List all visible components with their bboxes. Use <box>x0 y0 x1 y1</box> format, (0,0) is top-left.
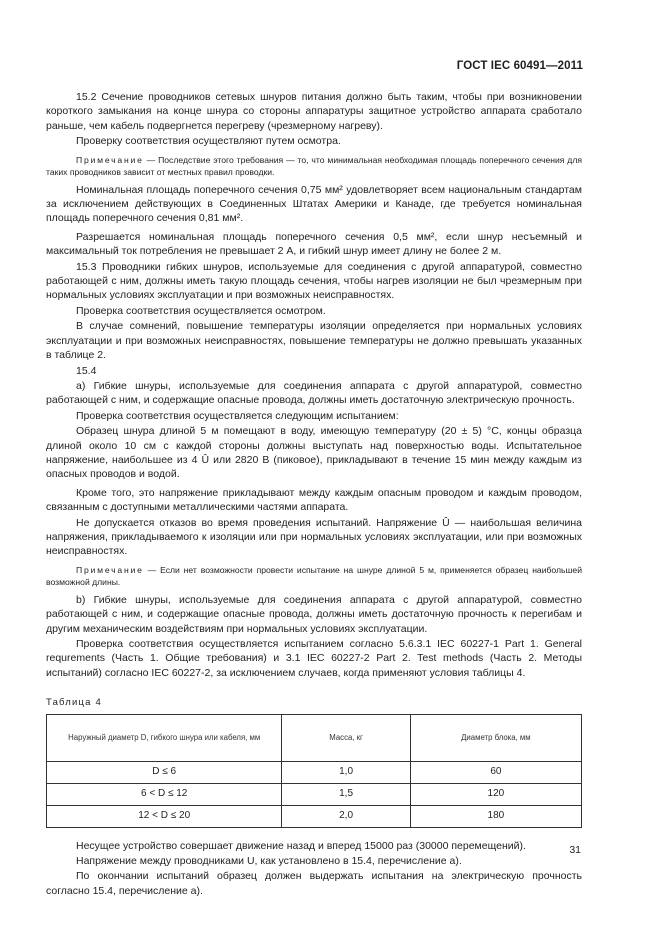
paragraph: 15.2 Сечение проводников сетевых шнуров питания должно быть таким, чтобы при возникновении короткого замыкания на конце шнура со стороны аппаратуры защитное устройство аппарата сработало раньше, чем кабель подвергнется перегреву (чрезмерному нагреву). <box>46 91 582 132</box>
table-header-row <box>47 714 582 761</box>
table-cell: 6 < D ≤ 12 <box>47 783 282 805</box>
main-content <box>46 90 582 899</box>
note <box>46 564 582 588</box>
table-cell: D ≤ 6 <box>47 761 282 783</box>
note-label: Примечание <box>76 154 144 165</box>
table-row <box>47 805 582 827</box>
paragraph: 15.3 Проводники гибких шнуров, используемые для соединения с другой аппаратурой, совместно работающей с ним, должны иметь такую площадь сечения, чтобы нагрев изоляции не был чрезмерным при нормальных условиях эксплуатации и при возможных неисправностях. <box>46 260 582 302</box>
table-title: Таблица 4 <box>46 697 102 709</box>
note <box>46 154 582 178</box>
paragraph: Номинальная площадь поперечного сечения 0,75 мм² удовлетворяет всем национальным стандартам за исключением действующих в Соединенных Штатах Америки и Канаде, где требуется номинальная площадь поперечного сечения 0,81 мм². <box>46 183 582 225</box>
paragraph: 15.4 <box>76 364 97 377</box>
table-cell: 120 <box>410 783 581 805</box>
paragraph: Несущее устройство совершает движение назад и вперед 15000 раз (30000 перемещений). <box>76 839 526 852</box>
document-code-header: ГОСТ IEC 60491—2011 <box>456 60 583 72</box>
table-cell: 2,0 <box>282 805 410 827</box>
table-cell: 12 < D ≤ 20 <box>47 805 282 827</box>
paragraph: Проверку соответствия осуществляют путем осмотра. <box>76 135 341 148</box>
paragraph: b) Гибкие шнуры, используемые для соединения аппарата с другой аппаратурой, совместно работающей с ним, и содержащие опасные провода, должны иметь достаточную прочность к перегибам и другим механическим воздействиям при нормальных условиях эксплуатации. <box>46 593 582 635</box>
table-row <box>47 783 582 805</box>
paragraph: Кроме того, это напряжение прикладывают между каждым опасным проводом и каждым проводом, связанным с доступными металлическими частями аппарата. <box>46 486 582 514</box>
paragraph: Образец шнура длиной 5 м помещают в воду, имеющую температуру (20 ± 5) °С, концы образца длиной около 10 см с каждой стороны должны выступать над поверхностью воды. Испытательное напряжение, наибольшее из 4 Û или 2820 В (пиковое), прикладывают в течение 15 мин между каждым из опасных проводов и водой. <box>46 425 582 481</box>
paragraph: По окончании испытаний образец должен выдержать испытания на электрическую прочность согласно 15.4, перечисление а). <box>46 870 582 897</box>
paragraph: Разрешается номинальная площадь поперечного сечения 0,5 мм², если шнур несъемный и максимальный ток потребления не превышает 2 А, и гибкий шнур имеет длину не более 2 м. <box>46 230 582 258</box>
paragraph: В случае сомнений, повышение температуры изоляции определяется при нормальных условиях эксплуатации и при возможных неисправностях, повышение температуры не должно превышать указанных в таблице 2. <box>46 320 582 362</box>
data-table <box>46 714 582 828</box>
table-cell: 1,5 <box>282 783 410 805</box>
paragraph: a) Гибкие шнуры, используемые для соединения аппарата с другой аппаратурой, совместно работающей с ним, и содержащие опасные провода, должны иметь достаточную электрическую прочность. <box>46 379 582 407</box>
table-header-cell: Масса, кг <box>282 714 410 761</box>
table-cell: 60 <box>410 761 581 783</box>
paragraph: Проверка соответствия осуществляется следующим испытанием: <box>76 409 399 422</box>
table-row <box>47 761 582 783</box>
paragraph: Проверка соответствия осуществляется осмотром. <box>76 304 326 317</box>
note-text: — Последствие этого требования — то, что минимальная необходимая площадь поперечного сечения для таких проводников зависит от местных правил проводки. <box>46 154 582 177</box>
table-cell: 180 <box>410 805 581 827</box>
note-label: Примечание <box>76 564 144 575</box>
table-header-cell: Диаметр блока, мм <box>410 714 581 761</box>
table-cell: 1,0 <box>282 761 410 783</box>
table-header-cell: Наружный диаметр D, гибкого шнура или кабеля, мм <box>47 714 282 761</box>
note-text: — Если нет возможности провести испытание на шнуре длиной 5 м, применяется образец наибольшей возможной длины. <box>46 564 582 587</box>
page-number: 31 <box>569 844 581 856</box>
paragraph: Напряжение между проводниками U, как установлено в 15.4, перечисление а). <box>76 855 462 868</box>
paragraph: Не допускается отказов во время проведения испытаний. Напряжение Û — наибольшая величина напряжения, прикладываемого к изоляции или при нормальных условиях эксплуатации, или при возможных неисправностях. <box>46 516 582 558</box>
paragraph: Проверка соответствия осуществляется испытанием согласно 5.6.3.1 IEC 60227-1 Part 1. General requrements (Часть 1. Общие требования) и 3.1 IEC 60227-2 Part 2. Test methods (Часть 2. Методы испытаний) согласно IEC 60227-2, за исключением случаев, когда применяют условия таблицы 4. <box>46 638 582 679</box>
